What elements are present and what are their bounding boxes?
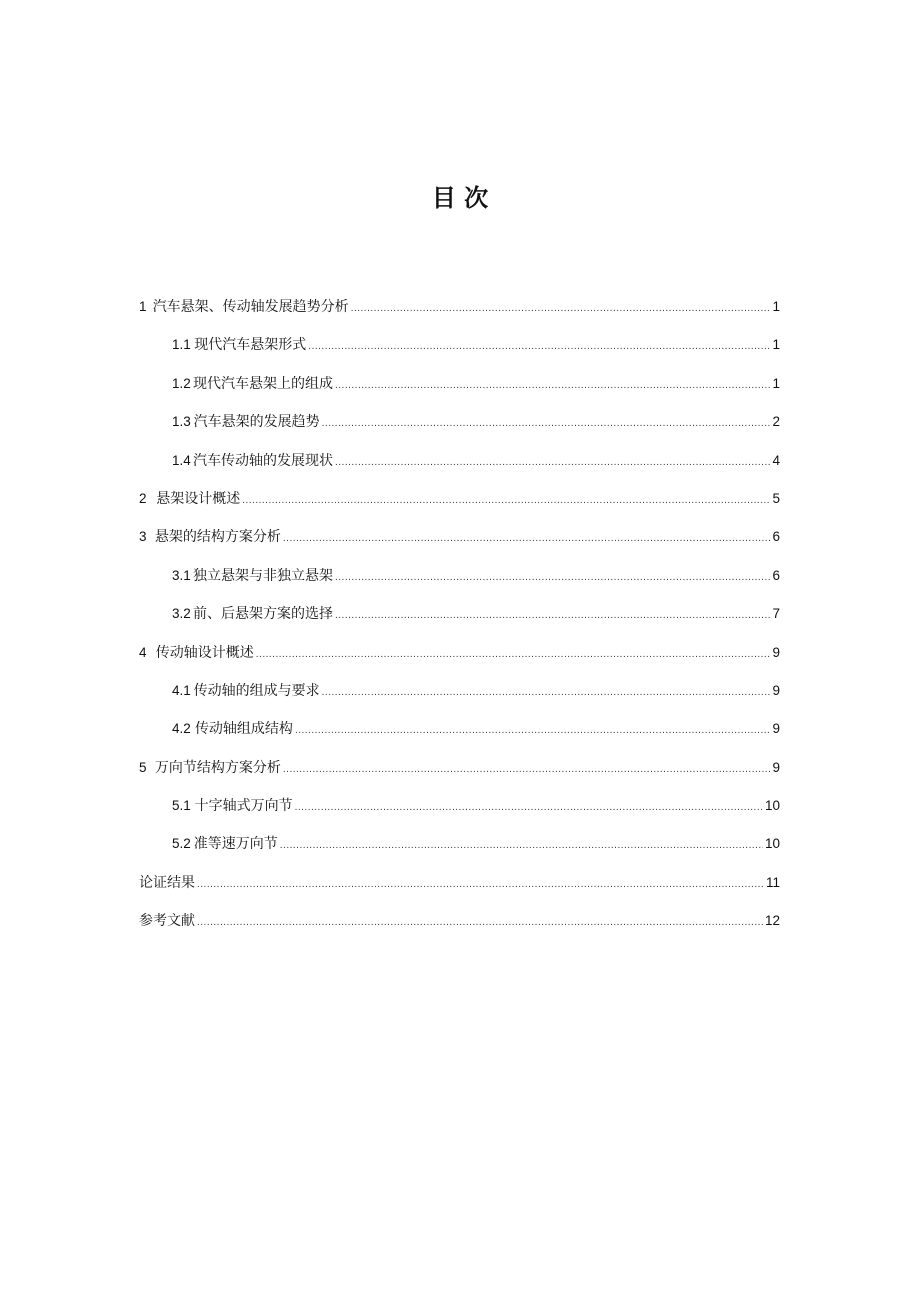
toc-entry-3[interactable] — [139, 518, 780, 556]
toc-entry-number: 1.3 — [172, 414, 191, 430]
toc-entry-number: 5.2 — [172, 836, 191, 852]
toc-entry-1-2[interactable] — [139, 365, 780, 403]
toc-entry-4[interactable] — [139, 634, 780, 672]
toc-entry-4-2[interactable] — [139, 710, 780, 748]
toc-entry-number: 5 — [139, 759, 147, 775]
toc-entry-4-1[interactable] — [139, 672, 780, 710]
toc-entry-label: 汽车悬架的发展趋势 — [193, 414, 320, 431]
dot-leader — [197, 904, 763, 942]
toc-entry-1[interactable] — [139, 288, 780, 326]
dot-leader — [335, 597, 770, 635]
dot-leader — [256, 636, 771, 674]
toc-entry-number: 1.2 — [172, 375, 191, 391]
toc-entry-page: 1 — [772, 375, 780, 391]
page-title: 目 次 — [431, 184, 489, 212]
toc-entry-number: 1 — [139, 299, 147, 314]
toc-entry-label: 十字轴式万向节 — [194, 798, 293, 815]
toc-entry-number: 4.2 — [172, 721, 191, 737]
toc-entry-page: 5 — [772, 490, 780, 506]
toc-entry-number: 3.2 — [172, 606, 191, 622]
dot-leader — [197, 866, 764, 904]
toc-entry-label: 汽车传动轴的发展现状 — [193, 452, 333, 469]
toc-entry-page: 10 — [764, 836, 780, 852]
toc-entry-2[interactable] — [139, 480, 780, 518]
toc-entry-number: 4.1 — [172, 682, 191, 698]
toc-entry-page: 6 — [772, 529, 780, 545]
toc-entry-number: 1.1 — [172, 337, 191, 353]
toc-entry-3-2[interactable] — [139, 595, 780, 633]
toc-entry-label: 现代汽车悬架上的组成 — [193, 375, 333, 392]
toc-entry-references[interactable] — [139, 902, 780, 940]
toc-entry-label: 汽车悬架、传动轴发展趋势分析 — [152, 299, 349, 315]
toc-entry-page: 9 — [772, 682, 780, 698]
toc-entry-label: 传动轴的组成与要求 — [193, 682, 320, 699]
toc-entry-page: 2 — [772, 414, 780, 430]
toc-entry-1-4[interactable] — [139, 442, 780, 480]
toc-entry-number: 2 — [139, 490, 147, 506]
toc-entry-page: 7 — [772, 606, 780, 622]
toc-entry-5[interactable] — [139, 749, 780, 787]
toc-entry-label: 独立悬架与非独立悬架 — [193, 567, 333, 584]
toc-entry-page: 9 — [772, 759, 780, 775]
toc-entry-page: 6 — [772, 567, 780, 583]
toc-entry-1-1[interactable] — [139, 326, 780, 364]
toc-entry-label: 悬架设计概述 — [156, 490, 241, 507]
dot-leader — [322, 405, 771, 443]
dot-leader — [322, 674, 771, 712]
toc-entry-label: 悬架的结构方案分析 — [154, 529, 281, 546]
toc-entry-number: 3 — [139, 529, 147, 545]
toc-entry-label: 论证结果 — [139, 874, 195, 891]
dot-leader — [351, 290, 771, 328]
toc-entry-page: 9 — [772, 721, 780, 737]
toc-entry-label: 传动轴设计概述 — [155, 644, 254, 661]
toc-entry-label: 传动轴组成结构 — [194, 721, 293, 738]
toc-entry-page: 1 — [772, 299, 780, 314]
toc-entry-5-1[interactable] — [139, 787, 780, 825]
toc-entry-number: 5.1 — [172, 798, 191, 814]
dot-leader — [295, 789, 763, 827]
toc-entry-page: 1 — [772, 337, 780, 353]
dot-leader — [335, 367, 770, 405]
dot-leader — [335, 444, 770, 482]
toc-entry-label: 准等速万向节 — [193, 836, 278, 853]
toc-entry-page: 12 — [764, 913, 780, 929]
toc-entry-label: 前、后悬架方案的选择 — [193, 606, 333, 623]
toc-entry-label: 现代汽车悬架形式 — [194, 337, 307, 354]
dot-leader — [283, 751, 771, 789]
dot-leader — [295, 712, 771, 750]
dot-leader — [308, 328, 770, 366]
toc-entry-number: 4 — [139, 644, 147, 660]
table-of-contents — [139, 288, 780, 941]
dot-leader — [283, 520, 771, 558]
dot-leader — [335, 559, 770, 597]
dot-leader — [242, 482, 770, 520]
toc-entry-page: 10 — [764, 798, 780, 814]
toc-entry-page: 11 — [765, 874, 780, 890]
dot-leader — [280, 827, 763, 865]
toc-entry-label: 万向节结构方案分析 — [154, 759, 281, 776]
toc-entry-3-1[interactable] — [139, 557, 780, 595]
toc-entry-label: 参考文献 — [139, 913, 195, 930]
toc-entry-1-3[interactable] — [139, 403, 780, 441]
toc-entry-5-2[interactable] — [139, 825, 780, 863]
toc-entry-number: 3.1 — [172, 567, 191, 583]
toc-entry-page: 4 — [772, 452, 780, 468]
toc-entry-conclusion[interactable] — [139, 864, 780, 902]
toc-entry-number: 1.4 — [172, 452, 191, 468]
toc-entry-page: 9 — [772, 644, 780, 660]
